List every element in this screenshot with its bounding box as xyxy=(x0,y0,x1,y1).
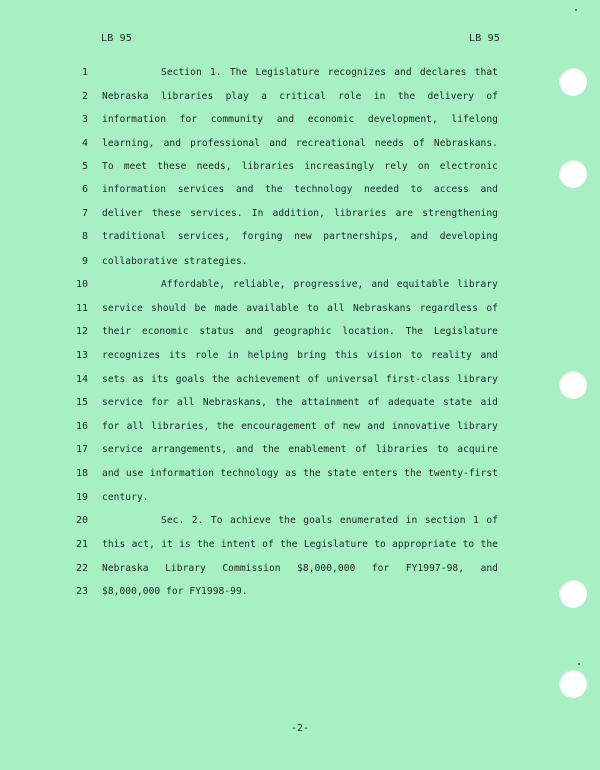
text-line: Affordable, reliable, progressive, and equitable library xyxy=(161,279,498,290)
line-number: 17 xyxy=(75,444,88,455)
text-line: information services and the technology needed to access and xyxy=(102,184,498,195)
text-line: service for all Nebraskans, the attainment of adequate state aid xyxy=(102,397,498,408)
text-line: traditional services, forging new partnerships, and developing xyxy=(102,231,498,242)
page-number: -2- xyxy=(290,723,310,734)
text-line: and use information technology as the state enters the twenty-first xyxy=(102,468,498,479)
line-number: 6 xyxy=(81,184,88,195)
bill-number-left: LB 95 xyxy=(101,33,133,44)
text-line: $8,000,000 for FY1998-99. xyxy=(102,586,248,597)
text-line: service should be made available to all Nebraskans regardless of xyxy=(102,303,498,314)
punch-hole xyxy=(559,371,587,399)
line-number: 9 xyxy=(81,256,88,267)
text-line: collaborative strategies. xyxy=(102,256,248,267)
text-line: information for community and economic development, lifelong xyxy=(102,114,498,125)
text-line: Nebraska libraries play a critical role in the delivery of xyxy=(102,91,498,102)
line-number: 16 xyxy=(75,421,88,432)
line-number: 12 xyxy=(75,326,88,337)
text-line: Nebraska Library Commission $8,000,000 for FY1997-98, and xyxy=(102,563,498,574)
line-number: 21 xyxy=(75,539,88,550)
line-number: 8 xyxy=(81,231,88,242)
scan-speck xyxy=(575,9,577,11)
punch-hole xyxy=(559,68,587,96)
text-line: service arrangements, and the enablement of libraries to acquire xyxy=(102,444,498,455)
line-number: 19 xyxy=(75,492,88,503)
scan-speck xyxy=(578,663,580,665)
line-number: 20 xyxy=(75,515,88,526)
line-number: 7 xyxy=(81,208,88,219)
line-number: 3 xyxy=(81,114,88,125)
line-number: 10 xyxy=(75,279,88,290)
text-line: their economic status and geographic location. The Legislature xyxy=(102,326,498,337)
bill-number-right: LB 95 xyxy=(469,33,501,44)
line-number: 4 xyxy=(81,138,88,149)
line-number: 14 xyxy=(75,374,88,385)
line-number: 22 xyxy=(75,563,88,574)
text-line: Sec. 2. To achieve the goals enumerated in section 1 of xyxy=(161,515,498,526)
punch-hole xyxy=(559,580,587,608)
punch-hole xyxy=(559,670,587,698)
text-line: for all libraries, the encouragement of new and innovative library xyxy=(102,421,498,432)
line-number: 1 xyxy=(81,67,88,78)
line-number: 23 xyxy=(75,586,88,597)
line-number: 18 xyxy=(75,468,88,479)
line-number: 13 xyxy=(75,350,88,361)
text-line: recognizes its role in helping bring this vision to reality and xyxy=(102,350,498,361)
text-line: To meet these needs, libraries increasingly rely on electronic xyxy=(102,161,498,172)
text-line: learning, and professional and recreational needs of Nebraskans. xyxy=(102,138,498,149)
line-number: 5 xyxy=(81,161,88,172)
text-line: this act, it is the intent of the Legislature to appropriate to the xyxy=(102,539,498,550)
text-line: sets as its goals the achievement of universal first-class library xyxy=(102,374,498,385)
line-number: 11 xyxy=(75,303,88,314)
text-line: deliver these services. In addition, libraries are strengthening xyxy=(102,208,498,219)
line-number: 2 xyxy=(81,91,88,102)
text-line: century. xyxy=(102,492,149,503)
text-line: Section 1. The Legislature recognizes and declares that xyxy=(161,67,498,78)
punch-hole xyxy=(559,160,587,188)
line-number: 15 xyxy=(75,397,88,408)
